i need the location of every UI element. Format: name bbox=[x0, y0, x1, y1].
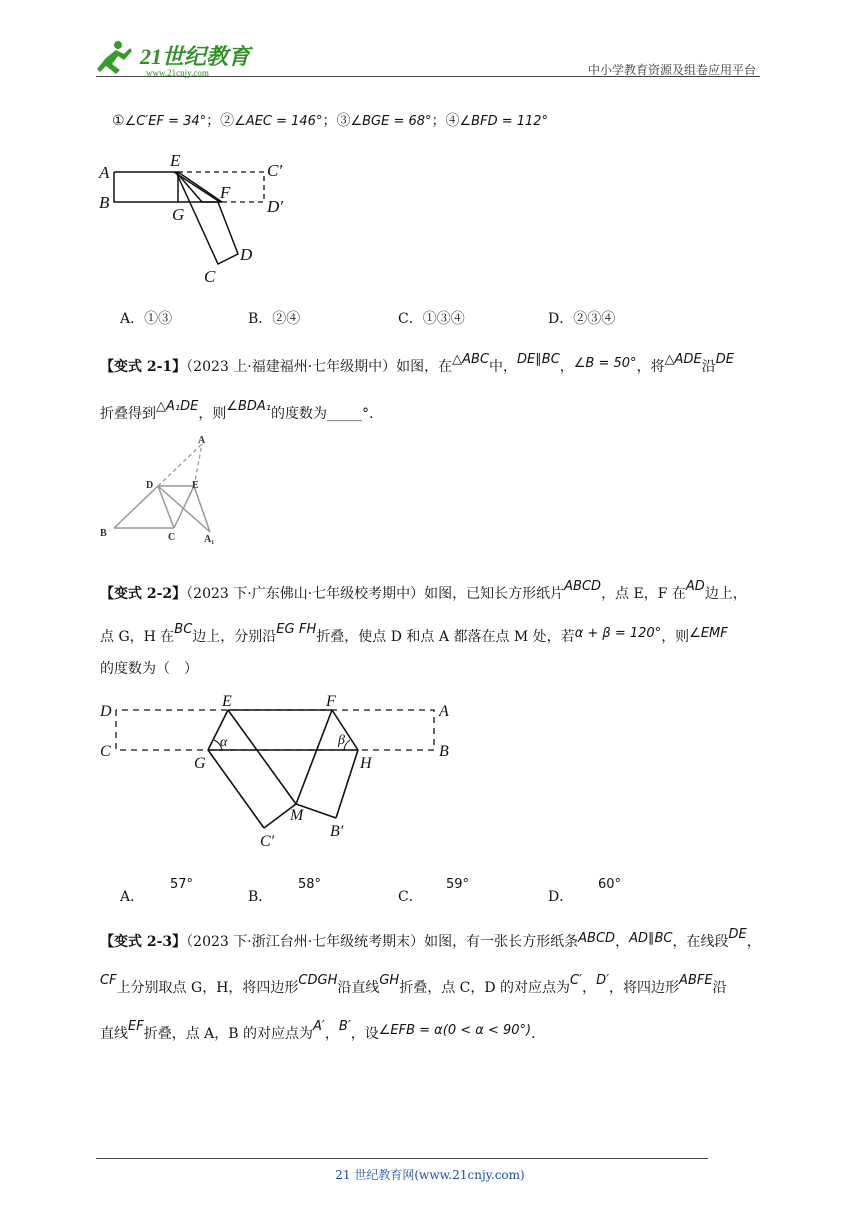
q23-math-4: CF bbox=[100, 973, 117, 988]
q23-text-14: . bbox=[531, 1026, 536, 1042]
site-logo bbox=[96, 36, 266, 80]
label-E: E bbox=[170, 151, 181, 170]
option-marker-4: ；④ bbox=[431, 113, 460, 129]
q23-math-6: GH bbox=[379, 973, 400, 988]
q21-text-1: 中， bbox=[489, 359, 518, 375]
q23-text-1: ， bbox=[615, 934, 630, 950]
choice-c: C．①③④ bbox=[398, 311, 465, 327]
label-C: C bbox=[168, 532, 176, 543]
q22-math-5: FH bbox=[299, 622, 317, 637]
q21-math-6: △A₁DE bbox=[156, 399, 199, 414]
label-A: A bbox=[439, 703, 449, 720]
q23-math-2: AD∥BC bbox=[629, 931, 673, 946]
q23-line1 bbox=[100, 927, 761, 953]
q21-text-3: ，将 bbox=[636, 359, 665, 375]
label-G: G bbox=[194, 755, 206, 772]
label-C: C bbox=[204, 267, 216, 286]
q23-text-6: 折叠，点 C，D 的对应点为 bbox=[399, 980, 571, 996]
label-M: M bbox=[290, 807, 304, 824]
q22-text-2: 边上， bbox=[704, 586, 747, 602]
label-C-prime: C′ bbox=[267, 161, 283, 180]
q21-math-5: DE bbox=[715, 352, 734, 367]
statement-options-line bbox=[112, 111, 548, 132]
q23-math-7: C′ bbox=[570, 973, 583, 988]
q23-text-8: ，将四边形 bbox=[609, 980, 680, 996]
q23-tag: 【变式 2-3】 bbox=[100, 934, 187, 950]
q22-text-6: ，则 bbox=[661, 629, 690, 645]
q23-text-5: 沿直线 bbox=[337, 980, 380, 996]
q23-math-1: ABCD bbox=[578, 931, 616, 946]
label-G: G bbox=[172, 205, 185, 224]
q23-math-8: D′ bbox=[596, 973, 610, 988]
q22-line1 bbox=[100, 579, 747, 605]
q22-math-4: EG bbox=[276, 622, 295, 637]
q23-text-9: 沿 bbox=[712, 980, 727, 996]
header-divider bbox=[96, 76, 760, 77]
q22-choice-b-value: 58° bbox=[298, 877, 322, 892]
q22-text-4: 边上，分别沿 bbox=[192, 629, 277, 645]
q23-text-13: ，设 bbox=[350, 1026, 379, 1042]
q22-text-1: ，点 E，F 在 bbox=[601, 586, 686, 602]
q23-text-7: ， bbox=[582, 980, 597, 996]
q22-line3: 的度数为（ ） bbox=[100, 661, 198, 677]
q23-text-3: ， bbox=[746, 934, 761, 950]
label-A: A bbox=[198, 435, 206, 446]
q22-choice-b-letter: B． bbox=[248, 889, 273, 905]
q23-math-10: EF bbox=[128, 1019, 144, 1034]
q22-text-5: 折叠，使点 D 和点 A 都落在点 M 处，若 bbox=[316, 629, 575, 645]
q22-math-2: AD bbox=[685, 579, 705, 594]
q23-text-11: 折叠，点 A，B 的对应点为 bbox=[143, 1026, 314, 1042]
statement-3: ∠BGE = 68° bbox=[350, 114, 432, 129]
label-D: D bbox=[146, 480, 154, 491]
statement-4: ∠BFD = 112° bbox=[459, 114, 549, 129]
q21-math-3: ∠B = 50° bbox=[573, 356, 637, 371]
choice-b: B．②④ bbox=[248, 311, 301, 327]
q21-math-2: DE∥BC bbox=[517, 352, 560, 367]
logo-subtext: www.21cnjy.com bbox=[146, 68, 209, 78]
statement-1: ∠C′EF = 34° bbox=[124, 114, 207, 129]
label-A: A bbox=[99, 163, 110, 182]
q23-math-12: B′ bbox=[338, 1019, 351, 1034]
label-alpha: α bbox=[220, 735, 228, 750]
label-B: B bbox=[439, 743, 449, 760]
q21-line2 bbox=[100, 399, 374, 425]
q21-math-4: △ADE bbox=[664, 352, 702, 367]
q23-source: （2023 下·浙江台州·七年级统考期末）如图，有一张长方形纸条 bbox=[186, 934, 579, 950]
q23-math-9: ABFE bbox=[679, 973, 713, 988]
label-C-prime: C′ bbox=[260, 833, 275, 850]
q22-choice-d-letter: D． bbox=[548, 889, 574, 905]
q23-line3 bbox=[100, 1019, 536, 1045]
label-D: D bbox=[240, 245, 253, 264]
choice-a: A．①③ bbox=[120, 311, 173, 327]
q23-text-4: 上分别取点 G，H，将四边形 bbox=[116, 980, 299, 996]
q21-math-7: ∠BDA₁ bbox=[226, 399, 272, 414]
q22-math-3: BC bbox=[174, 622, 193, 637]
header-platform-name: 中小学教育资源及组卷应用平台 bbox=[587, 63, 756, 77]
q22-math-7: ∠EMF bbox=[689, 626, 728, 641]
label-H: H bbox=[360, 755, 372, 772]
q23-math-11: A′ bbox=[313, 1019, 325, 1034]
label-B: B bbox=[100, 528, 107, 539]
q22-choice-c-letter: C． bbox=[398, 889, 423, 905]
footer-divider bbox=[96, 1158, 708, 1159]
figure-folded-strip bbox=[96, 150, 296, 290]
option-marker-3: ；③ bbox=[322, 113, 351, 129]
q21-tag: 【变式 2-1】 bbox=[100, 359, 187, 375]
q23-text-12: ， bbox=[324, 1026, 339, 1042]
q21-text-2: ， bbox=[559, 359, 574, 375]
statement-2: ∠AEC = 146° bbox=[234, 114, 323, 129]
label-A1: A₁ bbox=[204, 534, 215, 545]
label-F: F bbox=[326, 693, 336, 710]
q23-math-5: CDGH bbox=[298, 973, 338, 988]
q23-text-10: 直线 bbox=[100, 1026, 128, 1042]
q22-tag: 【变式 2-2】 bbox=[100, 586, 187, 602]
figure-rectangle-fold bbox=[96, 690, 466, 850]
q21-text-4: 沿 bbox=[701, 359, 716, 375]
q21-line1 bbox=[100, 352, 734, 378]
label-beta: β bbox=[338, 733, 345, 748]
option-marker-2: ；② bbox=[206, 113, 235, 129]
label-B: B bbox=[99, 193, 110, 212]
q22-choice-c-value: 59° bbox=[446, 877, 470, 892]
label-D-prime: D′ bbox=[267, 197, 283, 216]
q21-source: （2023 上·福建福州·七年级期中）如图，在 bbox=[186, 359, 453, 375]
q22-math-6: α + β = 120° bbox=[574, 626, 662, 641]
label-C: C bbox=[100, 743, 111, 760]
label-E: E bbox=[192, 480, 199, 491]
choice-d: D．②③④ bbox=[548, 311, 616, 327]
q23-text-2: ，在线段 bbox=[672, 934, 729, 950]
footer-link[interactable]: 21 世纪教育网(www.21cnjy.com) bbox=[335, 1168, 525, 1182]
figure-triangle-fold bbox=[96, 432, 236, 552]
label-E: E bbox=[222, 693, 232, 710]
label-D: D bbox=[100, 703, 112, 720]
logo-text: 21世纪教育 bbox=[140, 44, 251, 69]
q23-math-13: ∠EFB = α(0 < α < 90°) bbox=[378, 1023, 532, 1038]
q21-text-5: 折叠得到 bbox=[100, 406, 156, 422]
q22-choice-a-value: 57° bbox=[170, 877, 194, 892]
option-marker-1: ① bbox=[112, 113, 125, 129]
q21-text-7: 的度数为_____°. bbox=[271, 406, 374, 422]
label-F: F bbox=[220, 183, 231, 202]
q21-math-1: △ABC bbox=[452, 352, 490, 367]
q22-line2 bbox=[100, 622, 728, 648]
q21-text-6: ，则 bbox=[198, 406, 227, 422]
q22-choice-a-letter: A． bbox=[120, 889, 145, 905]
label-B-prime: B′ bbox=[330, 823, 344, 840]
q22-choice-d-value: 60° bbox=[598, 877, 622, 892]
q22-text-3: 点 G，H 在 bbox=[100, 629, 175, 645]
q23-math-3: DE bbox=[728, 927, 747, 942]
q23-line2 bbox=[100, 973, 727, 999]
q22-source: （2023 下·广东佛山·七年级校考期中）如图，已知长方形纸片 bbox=[186, 586, 565, 602]
q22-math-1: ABCD bbox=[564, 579, 602, 594]
